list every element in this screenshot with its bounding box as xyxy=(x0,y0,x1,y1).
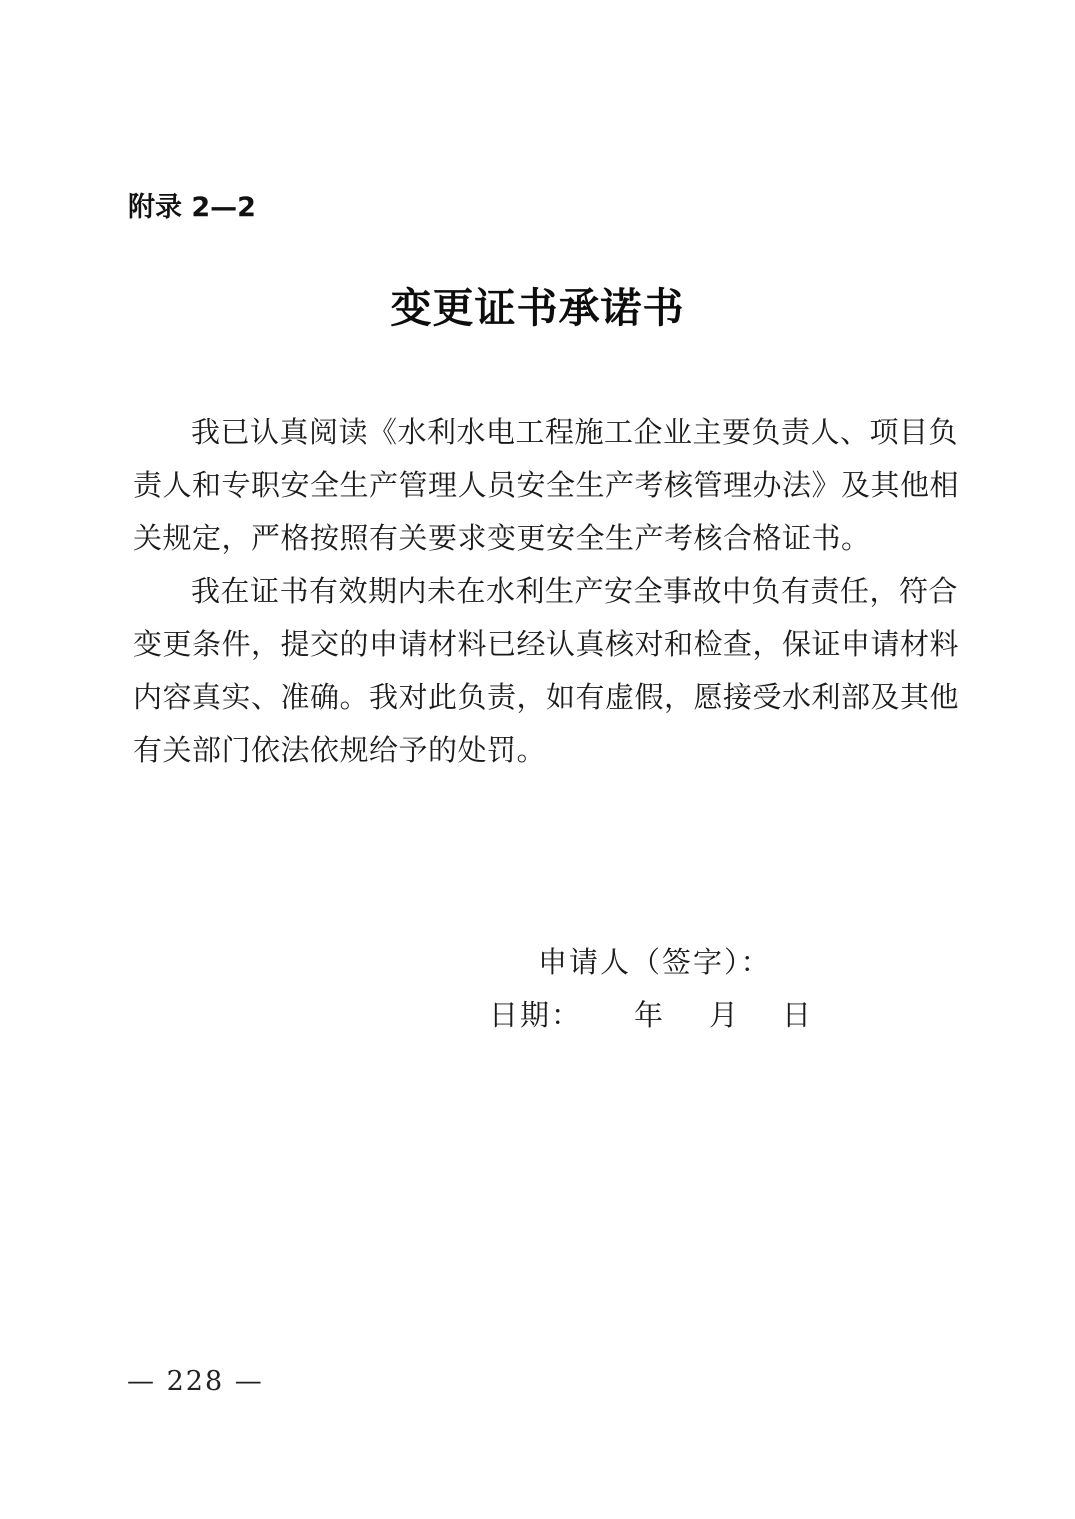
body-text-block xyxy=(133,406,960,777)
month-label: 月 xyxy=(709,998,741,1032)
body-line: 责人和专职安全生产管理人员安全生产考核管理办法》及其他相 xyxy=(133,468,960,502)
applicant-signature-label: 申请人（签字）： xyxy=(538,945,772,979)
body-line: 内容真实、准确。我对此负责，如有虚假，愿接受水利部及其他 xyxy=(133,680,960,714)
body-line: 变更条件，提交的申请材料已经认真核对和检查，保证申请材料 xyxy=(133,627,960,661)
appendix-label: 附录 2—2 xyxy=(128,192,256,223)
year-label: 年 xyxy=(634,998,666,1032)
page-number: — 228 — xyxy=(127,1366,264,1397)
body-line: 我在证书有效期内未在水利生产安全事故中负有责任，符合 xyxy=(191,574,959,608)
date-label: 日期： xyxy=(489,998,583,1032)
body-line: 关规定，严格按照有关要求变更安全生产考核合格证书。 xyxy=(133,521,871,555)
body-line: 有关部门依法依规给予的处罚。 xyxy=(133,733,547,767)
day-label: 日 xyxy=(782,998,814,1032)
body-line: 我已认真阅读《水利水电工程施工企业主要负责人、项目负 xyxy=(191,415,959,449)
document-title: 变更证书承诺书 xyxy=(390,284,685,332)
